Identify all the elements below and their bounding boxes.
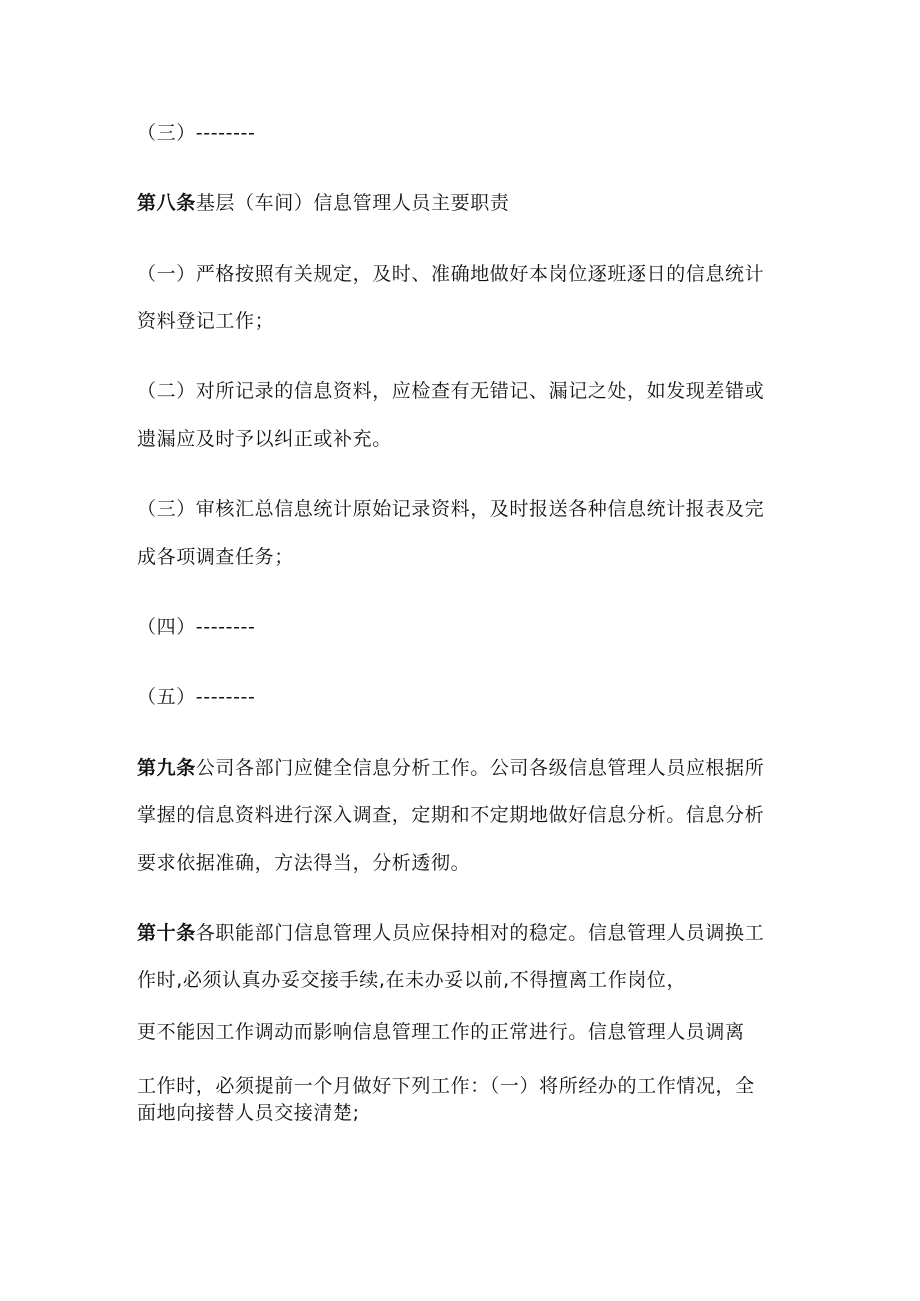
article-heading [137,921,764,945]
line-text: 掌握的信息资料进行深入调查，定期和不定期地做好信息分析。信息分析 [137,804,765,826]
paragraph-line [137,262,764,286]
line-text: （三）审核汇总信息统计原始记录资料，及时报送各种信息统计报表及完 [137,498,765,520]
paragraph-line [137,851,470,875]
paragraph-line [137,968,686,992]
article-label: 第九条 [137,757,196,779]
paragraph-line [137,803,764,827]
line-text: 各职能部门信息管理人员应保持相对的稳定。信息管理人员调换工 [195,922,765,944]
article-heading [137,191,509,215]
paragraph-line [137,121,255,145]
paragraph-line [137,427,392,451]
paragraph-line [137,685,255,709]
line-text: 工作时，必须提前一个月做好下列工作：（一）将所经办的工作情况，全 [137,1075,755,1097]
line-text: 成各项调查任务； [137,546,294,568]
line-text: （四）-------- [137,616,256,638]
line-text: 资料登记工作； [137,310,275,332]
line-text: 作时,必须认真办妥交接手续,在未办妥以前,不得擅离工作岗位， [137,969,687,991]
article-label: 第十条 [137,922,196,944]
line-text: （三）-------- [137,122,256,144]
paragraph-line [137,1020,745,1044]
line-text: （一）严格按照有关规定，及时、准确地做好本岗位逐班逐日的信息统计 [137,263,765,285]
article-heading [137,756,764,780]
article-label: 第八条 [137,192,196,214]
paragraph-line [137,379,764,403]
line-text: 遗漏应及时予以纠正或补充。 [137,428,392,450]
paragraph-line [137,615,255,639]
line-text: 要求依据准确，方法得当，分析透彻。 [137,852,471,874]
line-text: 基层（车间）信息管理人员主要职责 [195,192,510,214]
paragraph-line [137,545,294,569]
line-text: 面地向接替人员交接清楚; [137,1102,360,1124]
paragraph-line [137,309,274,333]
line-text: 公司各部门应健全信息分析工作。公司各级信息管理人员应根据所 [195,757,765,779]
line-text: （二）对所记录的信息资料，应检查有无错记、漏记之处，如发现差错或 [137,380,765,402]
line-text: （五）-------- [137,686,256,708]
line-text: 更不能因工作调动而影响信息管理工作的正常进行。信息管理人员调离 [137,1021,745,1043]
paragraph-line [137,1101,360,1125]
paragraph-line [137,1074,755,1098]
paragraph-line [137,497,764,521]
